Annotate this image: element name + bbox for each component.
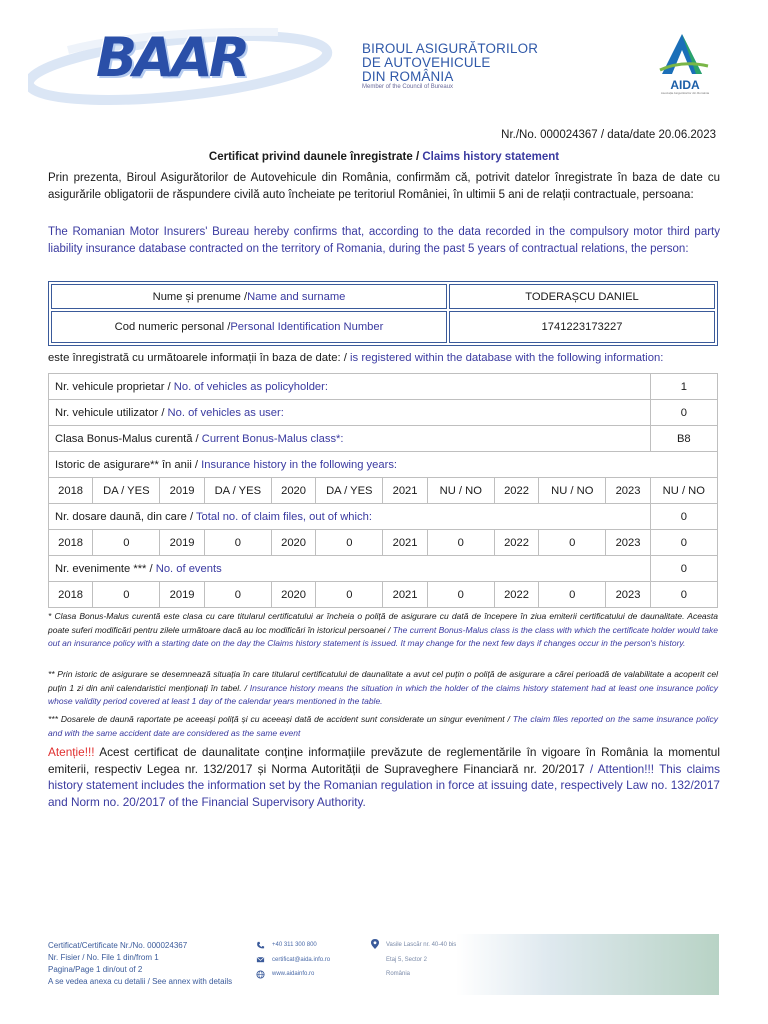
globe-icon xyxy=(256,970,265,979)
name-label: Nume și prenume / Name and surname xyxy=(51,284,447,309)
intro-en: The Romanian Motor Insurers' Bureau hereby confirms that, according to the data recorded in the compulsory motor third party liability insurance database contracted on the territory of Romania, during the past 5 years of contractual relations, the person: xyxy=(48,226,720,255)
aida-tagline: Asociația Asigurătorilor din România xyxy=(660,91,710,95)
note-events: *** Dosarele de daună raportate pe aceeași poliță și cu aceeași dată de accident sunt considerate un singur eveniment / The claim files reported on the same insurance policy and with the same accident date are considered as the same event xyxy=(48,714,718,738)
bonus-malus-row: Clasa Bonus-Malus curentă / Current Bonus-Malus class*: B8 xyxy=(49,426,718,452)
intro-ro: Prin prezenta, Biroul Asigurătorilor de Autovehicule din România, confirmăm că, potrivit datelor înregistrate în baza de date cu asigurările obligatorii de răspundere civilă auto încheiate pe teritoriul României, în ultimii 5 ani de relații contractuale, persoana: xyxy=(48,172,720,201)
document-number: Nr./No. 000024367 / data/date 20.06.2023 xyxy=(501,129,716,141)
user-value: 0 xyxy=(650,400,717,426)
person-table xyxy=(48,281,718,346)
events-row: Nr. evenimente *** / No. of events 0 xyxy=(49,556,718,582)
cnp-label: Cod numeric personal / Personal Identification Number xyxy=(51,311,447,343)
owner-row: Nr. vehicule proprietar / No. of vehicles as policyholder: 1 xyxy=(49,374,718,400)
note-insurance-history: ** Prin istoric de asigurare se desemnează situația în care titularul certificatului de daunalitate a avut cel puțin o poliță de asigurare a cărei perioadă de valabilitate a acoperit cel puțin 1 zi din anii calendaristici menționați în tabel. / Insurance history means the situation in which the holder of the claims history statement had at least one insurance policy whose validity period covered at least 1 day of the calendar years mentioned in the table. xyxy=(48,669,718,706)
owner-value: 1 xyxy=(650,374,717,400)
claims-value: 0 xyxy=(650,504,717,530)
org-subtitle: Member of the Council of Bureaux xyxy=(362,84,454,90)
footer-contacts xyxy=(256,938,330,982)
org-title: BIROUL ASIGURĂTORILOR DE AUTOVEHICULE DIN ROMÂNIA xyxy=(362,41,539,84)
warning-paragraph: Atenție!!! Acest certificat de daunalitate conține informațiile prevăzute de reglementările în vigoare în România la momentul emiterii, respectiv Legea nr. 132/2017 și Norma Autorității de Supraveghere Financiară nr. 20/2017 / Attention!!! This claims history statement includes the information set by the Romanian regulation in force at issuing date, respectively Law no. 132/2017 and Norm no. 20/2017 of the Financial Supervisory Authority. xyxy=(48,745,720,809)
registered-line: este înregistrată cu următoarele informații în baza de date: / is registered within the database with the following information: xyxy=(48,352,664,364)
events-years-row: 2018 0 2019 0 2020 0 2021 0 2022 0 2023 0 xyxy=(49,582,718,608)
aida-label: AIDA xyxy=(670,78,700,92)
email-icon xyxy=(256,955,265,964)
name-value: TODERAȘCU DANIEL xyxy=(449,284,715,309)
footer-gradient-bar xyxy=(456,934,719,995)
claims-row: Nr. dosare daună, din care / Total no. of claim files, out of which: 0 xyxy=(49,504,718,530)
name-row xyxy=(51,284,715,309)
history-years-row: 2018 DA / YES 2019 DA / YES 2020 DA / YES 2021 NU / NO 2022 NU / NO 2023 NU / NO xyxy=(49,478,718,504)
phone-icon xyxy=(256,941,265,950)
baar-logo: BAAR xyxy=(96,26,247,89)
claims-years-row: 2018 0 2019 0 2020 0 2021 0 2022 0 2023 0 xyxy=(49,530,718,556)
location-pin-icon xyxy=(371,939,379,949)
info-table xyxy=(48,373,718,608)
certificate-title: Certificat privind daunele înregistrate / Claims history statement xyxy=(208,151,560,163)
footer-phone: +40 311 300 800 xyxy=(272,942,317,948)
footer-email[interactable]: certificat@aida.info.ro xyxy=(272,956,331,963)
cnp-value: 1741223173227 xyxy=(449,311,715,343)
history-header-row: Istoric de asigurare** în anii / Insurance history in the following years: xyxy=(49,452,718,478)
footer-web[interactable]: www.aidainfo.ro xyxy=(272,971,315,977)
footer-address: Vasile Lascăr nr. 40-40 bis Etaj 5, Sector 2 România xyxy=(386,942,457,977)
user-row: Nr. vehicule utilizator / No. of vehicles as user: 0 xyxy=(49,400,718,426)
bonus-malus-value: B8 xyxy=(650,426,717,452)
cnp-row xyxy=(51,311,715,343)
footer-certificate-info: Certificat/Certificate Nr./No. 000024367 Nr. Fisier / No. File 1 din/from 1 Pagina/Page 1 din/out of 2 A se vedea anexa cu detalii / See annex with details xyxy=(48,941,233,986)
note-bonus-malus: * Clasa Bonus-Malus curentă este clasa cu care titularul certificatului ar încheia o poliță de asigurare cu dată de începere în ziua emiterii certificatului de daunalitate. Aceasta poate suferi modificări pentru zilele următoare dacă au loc modificări în istoricul persoanei / The current Bonus-Malus class is the class with which the certificate holder would take out an insurance policy with a starting date on the day the Claims history statement is issued. It may change for the next few days if changes occur in the person's history. xyxy=(48,611,718,648)
events-value: 0 xyxy=(650,556,717,582)
